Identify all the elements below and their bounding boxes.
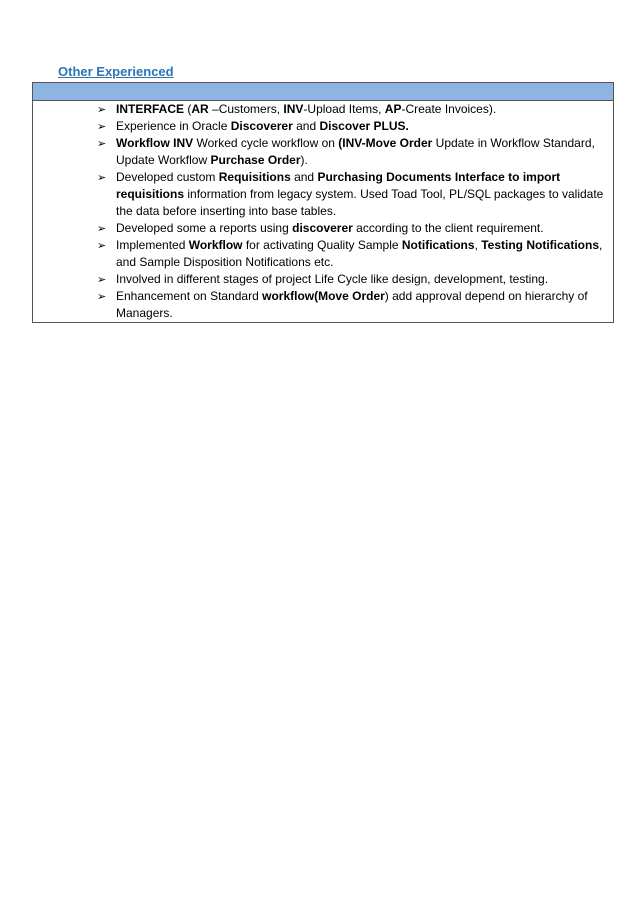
text-run: and	[290, 170, 318, 184]
bold-text: Workflow	[188, 238, 243, 252]
bold-text: Requisitions	[218, 170, 291, 184]
text-run: and	[292, 119, 320, 133]
text-run: ) add approval depend on hierarchy of Managers.	[116, 289, 588, 320]
bold-text: discoverer	[292, 221, 353, 235]
bold-text: workflow(Move Order	[262, 289, 385, 303]
list-item	[97, 101, 607, 118]
bold-text: INTERFACE	[116, 102, 185, 116]
box-header-bar	[33, 83, 613, 101]
arrow-bullet-icon: ➢	[97, 137, 107, 150]
text-run: –Customers,	[208, 102, 284, 116]
text-run: for activating Quality Sample	[242, 238, 402, 252]
arrow-bullet-icon: ➢	[97, 120, 107, 133]
text-run: according to the client requirement.	[352, 221, 544, 235]
text-run: Enhancement on Standard	[116, 289, 263, 303]
arrow-bullet-icon: ➢	[97, 239, 107, 252]
arrow-bullet-icon: ➢	[97, 273, 107, 286]
list-item	[97, 220, 607, 237]
text-run: Developed some a reports using	[116, 221, 293, 235]
bold-text: AP	[384, 102, 402, 116]
list-item	[97, 135, 607, 169]
text-run: (	[184, 102, 192, 116]
experience-list	[97, 101, 607, 322]
text-run: -Upload Items,	[303, 102, 385, 116]
text-run: Worked cycle workflow on	[193, 136, 339, 150]
text-run: Experience in Oracle	[116, 119, 231, 133]
list-item	[97, 271, 607, 288]
experience-box	[32, 82, 614, 323]
bold-text: AR	[191, 102, 209, 116]
bold-text: Purchase Order	[210, 153, 301, 167]
text-run: information from legacy system. Used Toad Tool, PL/SQL packages to validate the data before inserting into base tables.	[116, 187, 604, 218]
list-item	[97, 169, 607, 220]
list-item	[97, 237, 607, 271]
bold-text: Discoverer	[230, 119, 293, 133]
arrow-bullet-icon: ➢	[97, 171, 107, 184]
text-run: Developed custom	[116, 170, 219, 184]
text-run: ).	[300, 153, 308, 167]
arrow-bullet-icon: ➢	[97, 222, 107, 235]
bold-text: Discover PLUS.	[319, 119, 409, 133]
bold-text: (INV-Move Order	[338, 136, 433, 150]
arrow-bullet-icon: ➢	[97, 103, 107, 116]
bold-text: Workflow INV	[116, 136, 194, 150]
list-item	[97, 118, 607, 135]
list-item	[97, 288, 607, 322]
arrow-bullet-icon: ➢	[97, 290, 107, 303]
text-run: , and Sample Disposition Notifications etc.	[116, 238, 603, 269]
text-run: Update in Workflow Standard, Update Workflow	[116, 136, 595, 167]
bold-text: INV	[283, 102, 304, 116]
bold-text: Purchasing Documents Interface to import requisitions	[116, 170, 561, 201]
bold-text: Testing Notifications	[481, 238, 600, 252]
text-run: -Create Invoices).	[401, 102, 497, 116]
text-run: ,	[474, 238, 482, 252]
section-title: Other Experienced	[58, 64, 174, 79]
bold-text: Notifications	[401, 238, 475, 252]
text-run: Involved in different stages of project Life Cycle like design, development, testing.	[116, 272, 549, 286]
text-run: Implemented	[116, 238, 189, 252]
